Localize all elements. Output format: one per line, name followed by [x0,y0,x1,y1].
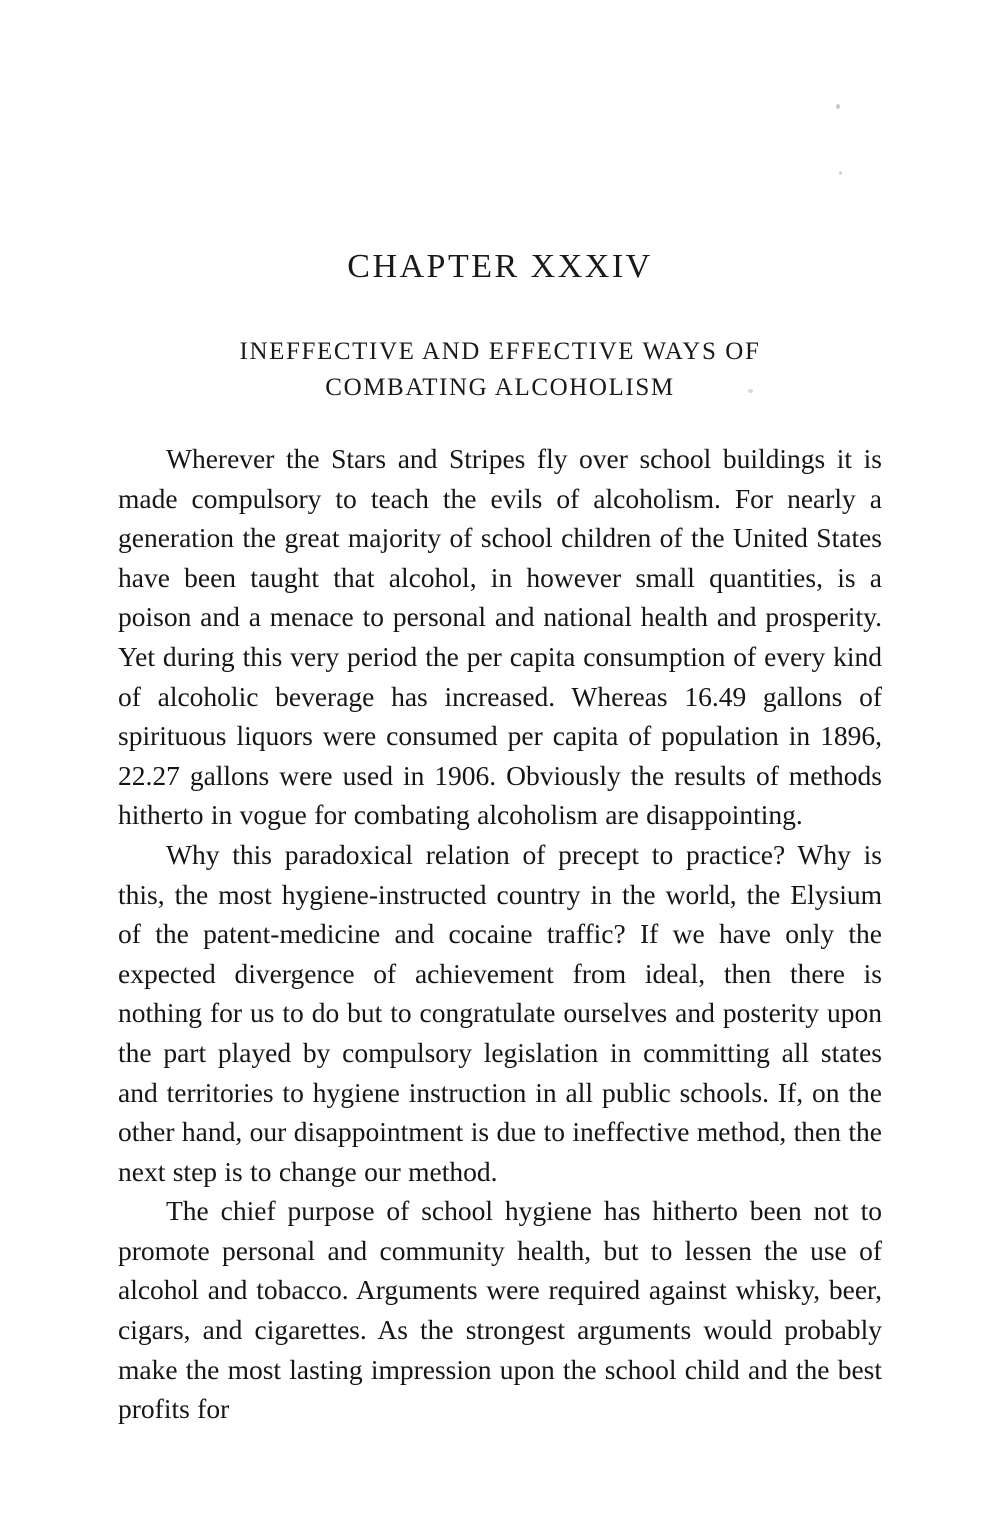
chapter-title-heading [118,334,882,405]
chapter-title-line-1: INEFFECTIVE AND EFFECTIVE WAYS OF [239,338,761,365]
scan-speck-icon [839,171,842,175]
body-paragraph: Wherever the Stars and Stripes fly over school buildings it is made compulsory to teach the evils of alcoholism. For nearly a generation the great majority of school children of the United States have been taught that alcohol, in however small quantities, is a poison and a menace to personal and national health and prosperity. Yet during this very period the per capita consumption of every kind of alcoholic beverage has increased. Whereas 16.49 gallons of spirituous liquors were consumed per capita of population in 1896, 22.27 gallons were used in 1906. Obviously the results of methods hitherto in vogue for combating alcoholism are disappointing. [118,443,882,831]
body-paragraph: The chief purpose of school hygiene has hitherto been not to promote personal and community health, but to lessen the use of alcohol and tobacco. Arguments were required against whisky, beer, cigars, and cigarettes. As the strongest arguments would probably make the most lasting impression upon the school child and the best profits for [118,1195,882,1425]
text-column [118,248,882,1429]
chapter-number-heading: CHAPTER XXXIV [347,248,653,285]
scan-speck-icon [836,104,840,109]
body-paragraph: Why this paradoxical relation of precept to practice? Why is this, the most hygiene-instructed country in the world, the Elysium of the patent-medicine and cocaine traffic? If we have only the expected divergence of achievement from ideal, then there is nothing for us to do but to congratulate ourselves and posterity upon the part played by compulsory legislation in committing all states and territories to hygiene instruction in all public schools. If, on the other hand, our disappointment is due to ineffective method, then the next step is to change our method. [118,838,882,1187]
chapter-title-line-2: COMBATING ALCOHOLISM [325,373,675,401]
